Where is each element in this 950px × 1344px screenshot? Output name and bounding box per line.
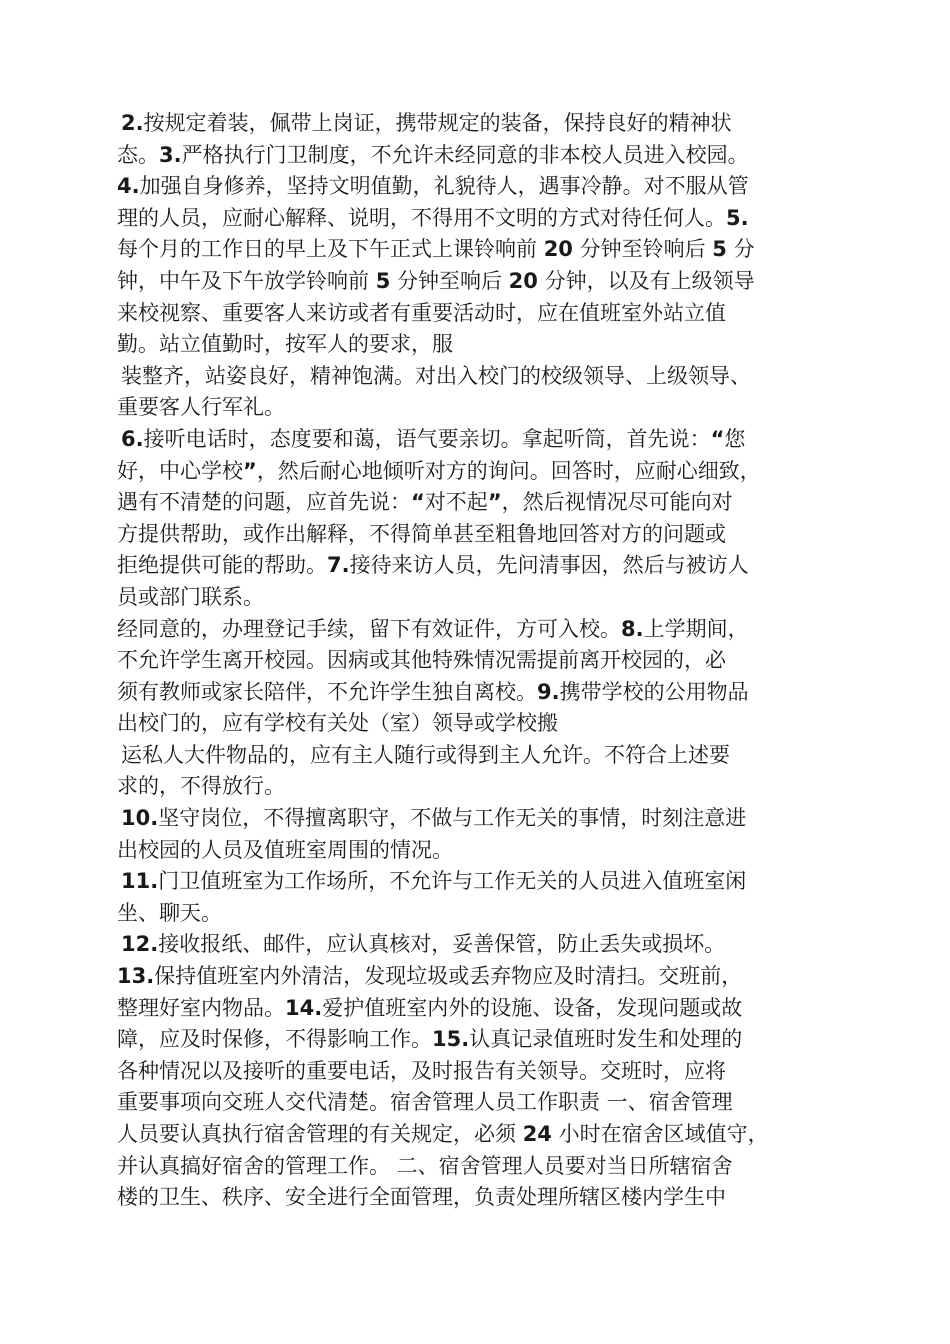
text-line xyxy=(117,487,862,519)
text-run: 出校门的，应有学校有关处（室）领导或学校搬 xyxy=(117,711,558,736)
text-line xyxy=(117,929,862,961)
text-line xyxy=(117,645,862,677)
text-line xyxy=(117,771,862,803)
bold-number: 11. xyxy=(121,869,159,894)
text-line xyxy=(117,1087,862,1119)
text-line xyxy=(117,740,862,772)
bold-number: 5. xyxy=(726,205,749,230)
bold-number: 12. xyxy=(121,932,159,957)
text-line xyxy=(117,519,862,551)
bold-number: 14. xyxy=(285,995,323,1020)
text-run: 钟，中午及下午放学铃响前 xyxy=(117,268,376,293)
text-line xyxy=(117,803,862,835)
text-run: 各种情况以及接听的重要电话，及时报告有关领导。交班时，应将 xyxy=(117,1058,726,1083)
text-line xyxy=(117,708,862,740)
text-line xyxy=(117,203,862,235)
text-run: 遇有不清楚的问题，应首先说： xyxy=(117,490,411,515)
text-run: 分钟至铃响后 xyxy=(572,237,713,262)
bold-number: 8. xyxy=(621,616,644,641)
text-line xyxy=(117,1024,862,1056)
text-run: 运私人大件物品的，应有主人随行或得到主人允许。不符合上述要 xyxy=(121,742,730,767)
text-line xyxy=(117,835,862,867)
text-run: 理的人员，应耐心解释、说明，不得用不文明的方式对待任何人。 xyxy=(117,205,726,230)
text-run: 接待来访人员，先问清事因，然后与被访人 xyxy=(349,553,749,578)
text-run: 整理好室内物品。 xyxy=(117,995,285,1020)
text-line xyxy=(117,424,862,456)
text-run: 分钟，以及有上级领导 xyxy=(537,268,755,293)
text-run: 须有教师或家长陪伴，不允许学生独自离校。 xyxy=(117,679,537,704)
text-run: 坚守岗位，不得擅离职守，不做与工作无关的事情，时刻注意进 xyxy=(158,806,747,831)
bold-number: 6. xyxy=(121,426,144,451)
text-line xyxy=(117,361,862,393)
text-run: 加强自身修养，坚持文明值勤，礼貌待人，遇事冷静。对不服从管 xyxy=(139,174,749,199)
text-run: 求的，不得放行。 xyxy=(117,774,285,799)
text-run: 携带学校的公用物品 xyxy=(559,679,749,704)
bold-number: 15. xyxy=(432,1027,470,1052)
text-run: 勤。站立值勤时，按军人的要求，服 xyxy=(117,332,453,357)
text-run: 严格执行门卫制度，不允许未经同意的非本校人员进入校园。 xyxy=(181,142,749,167)
text-line xyxy=(117,677,862,709)
text-run: 不允许学生离开校园。因病或其他特殊情况需提前离开校园的，必 xyxy=(117,648,726,673)
text-run: 门卫值班室为工作场所，不允许与工作无关的人员进入值班室闲 xyxy=(158,869,747,894)
text-line xyxy=(117,108,862,140)
text-line xyxy=(117,866,862,898)
bold-number: “ xyxy=(710,426,725,451)
text-run: 楼的卫生、秩序、安全进行全面管理，负责处理所辖区楼内学生中 xyxy=(117,1185,726,1210)
text-run: 对不起 xyxy=(424,490,488,515)
text-line xyxy=(117,614,862,646)
text-line xyxy=(117,1151,862,1183)
text-line xyxy=(117,582,862,614)
text-run: 接听电话时，态度要和蔼，语气要亲切。拿起听筒，首先说： xyxy=(143,426,711,451)
text-line xyxy=(117,234,862,266)
text-line xyxy=(117,961,862,993)
bold-number: 10. xyxy=(121,806,159,831)
text-line xyxy=(117,993,862,1025)
bold-number: 5 xyxy=(375,268,391,293)
text-run: 您 xyxy=(724,426,746,451)
bold-number: 7. xyxy=(327,553,350,578)
text-line xyxy=(117,329,862,361)
bold-number: 20 xyxy=(543,237,573,262)
text-run: 每个月的工作日的早上及下午正式上课铃响前 xyxy=(117,237,544,262)
bold-number: 3. xyxy=(159,142,182,167)
text-line xyxy=(117,898,862,930)
text-run: 保持值班室内外清洁，发现垃圾或丢弃物应及时清扫。交班前， xyxy=(154,964,743,989)
document-body xyxy=(117,108,862,1214)
bold-number: 13. xyxy=(117,964,155,989)
text-run: 态。 xyxy=(117,142,159,167)
text-line xyxy=(117,171,862,203)
text-run: ，然后耐心地倾听对方的询问。回答时，应耐心细致， xyxy=(256,458,761,483)
text-run: 出校园的人员及值班室周围的情况。 xyxy=(117,837,453,862)
text-run: 坐、聊天。 xyxy=(117,900,222,925)
text-run: 按规定着装，佩带上岗证，携带规定的装备，保持良好的精神状 xyxy=(143,111,732,135)
text-run: 方提供帮助，或作出解释，不得简单甚至粗鲁地回答对方的问题或 xyxy=(117,521,726,546)
text-line xyxy=(117,140,862,172)
text-run: 分钟至响后 xyxy=(390,268,509,293)
text-line xyxy=(117,1056,862,1088)
text-run: 爱护值班室内外的设施、设备，发现问题或故 xyxy=(322,995,743,1020)
bold-number: ” xyxy=(487,490,502,515)
text-run: 拒绝提供可能的帮助。 xyxy=(117,553,327,578)
text-run: 认真记录值班时发生和处理的 xyxy=(469,1027,743,1052)
bold-number: “ xyxy=(411,490,425,515)
text-run: 障，应及时保修，不得影响工作。 xyxy=(117,1027,432,1052)
text-line xyxy=(117,392,862,424)
text-run: 经同意的，办理登记手续，留下有效证件，方可入校。 xyxy=(117,616,621,641)
text-line xyxy=(117,456,862,488)
text-run: 上学期间， xyxy=(643,616,749,641)
bold-number: 20 xyxy=(508,268,538,293)
bold-number: 2. xyxy=(121,111,144,135)
text-line xyxy=(117,266,862,298)
bold-number: 9. xyxy=(537,679,560,704)
text-run: 员或部门联系。 xyxy=(117,584,264,609)
bold-number: 4. xyxy=(117,174,140,199)
text-line xyxy=(117,550,862,582)
text-run: 人员要认真执行宿舍管理的有关规定，必须 xyxy=(117,1122,523,1146)
text-run: 接收报纸、邮件，应认真核对，妥善保管，防止丢失或损坏。 xyxy=(158,932,726,957)
text-run: ，然后视情况尽可能向对 xyxy=(501,490,733,515)
text-line xyxy=(117,298,862,330)
text-run: 分 xyxy=(726,237,755,262)
bold-number: ” xyxy=(243,458,257,483)
bold-number: 5 xyxy=(712,237,727,262)
text-run: 重要事项向交班人交代清楚。宿舍管理人员工作职责 一、宿舍管理 xyxy=(117,1090,733,1115)
text-line xyxy=(117,1182,862,1214)
text-run: 好，中心学校 xyxy=(117,458,243,483)
bold-number: 24 xyxy=(522,1122,552,1146)
text-run: 小时在宿舍区域值守， xyxy=(551,1122,769,1146)
text-run: 重要客人行军礼。 xyxy=(117,395,285,420)
text-run: 装整齐，站姿良好，精神饱满。对出入校门的校级领导、上级领导、 xyxy=(121,363,751,388)
text-line xyxy=(117,1119,862,1151)
text-run: 并认真搞好宿舍的管理工作。 二、宿舍管理人员要对当日所辖宿舍 xyxy=(117,1153,733,1178)
text-run: 来校视察、重要客人来访或者有重要活动时，应在值班室外站立值 xyxy=(117,300,726,325)
